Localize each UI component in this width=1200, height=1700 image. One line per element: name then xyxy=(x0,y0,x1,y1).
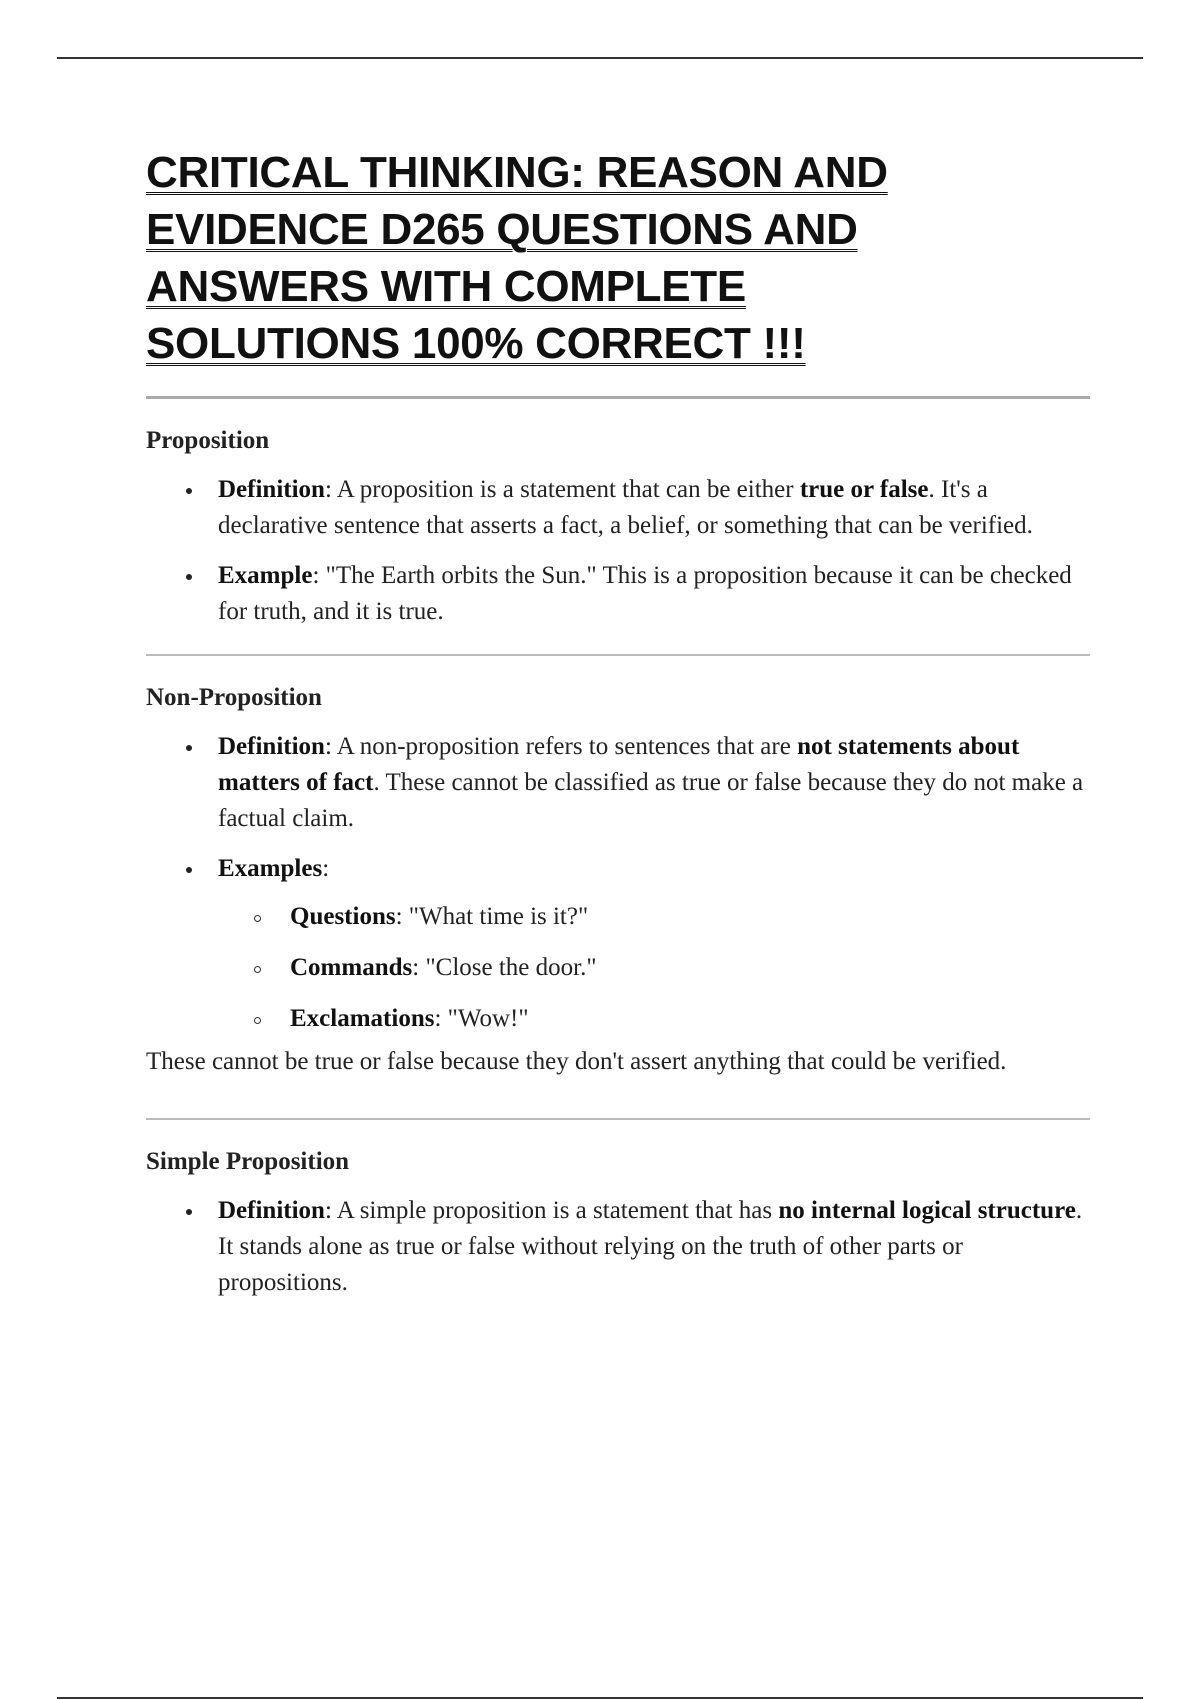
definition-text: . It's a declarative sentence that asserts a fact, a belief, or something that can be verified. xyxy=(218,476,1033,539)
title-line: SOLUTIONS 100% CORRECT !!! xyxy=(146,319,806,368)
section-heading: Proposition xyxy=(146,427,270,454)
term-label: Definition xyxy=(218,733,325,760)
example-text: : "What time is it?" xyxy=(395,903,589,930)
document-body xyxy=(146,144,1090,1315)
sub-list xyxy=(218,899,1090,1037)
section-divider xyxy=(146,1118,1090,1120)
title-divider xyxy=(146,396,1090,399)
definition-text: . These cannot be classified as true or false because they do not make a factual claim. xyxy=(218,769,1084,832)
sub-list-item xyxy=(218,1001,1090,1037)
list-item-examples xyxy=(146,851,1090,1037)
list-item-definition xyxy=(146,729,1090,837)
section-simple-proposition xyxy=(146,1145,1090,1301)
section-divider xyxy=(146,654,1090,656)
example-text: : "Close the door." xyxy=(412,954,597,981)
list-item-definition xyxy=(146,1193,1090,1301)
page-top-rule xyxy=(57,57,1143,59)
term-label: Exclamations xyxy=(290,1005,435,1032)
example-text: : "The Earth orbits the Sun." This is a proposition because it can be checked for truth, and it is true. xyxy=(218,562,1072,625)
section-heading: Simple Proposition xyxy=(146,1148,350,1175)
definition-text: : A simple proposition is a statement that has xyxy=(324,1197,779,1224)
term-label: Example xyxy=(218,562,313,589)
title-line: CRITICAL THINKING: REASON AND xyxy=(146,148,888,197)
definition-text: : A proposition is a statement that can be either xyxy=(324,476,800,503)
closing-paragraph: These cannot be true or false because they don't assert anything that could be verified. xyxy=(146,1048,1007,1075)
label-colon: : xyxy=(322,855,330,882)
title-line: EVIDENCE D265 QUESTIONS AND xyxy=(146,205,858,254)
term-label: Definition xyxy=(218,1197,325,1224)
definition-text: . It stands alone as true or false without relying on the truth of other parts or propositions. xyxy=(218,1197,1083,1296)
section-heading: Non-Proposition xyxy=(146,684,322,711)
term-label: Questions xyxy=(290,903,396,930)
example-text: : "Wow!" xyxy=(434,1005,529,1032)
sub-list-item xyxy=(218,950,1090,986)
sub-list-item xyxy=(218,899,1090,935)
title-line: ANSWERS WITH COMPLETE xyxy=(146,262,746,311)
page-bottom-rule xyxy=(57,1697,1143,1699)
bullet-list xyxy=(146,729,1090,1037)
emphasis-text: true or false xyxy=(799,476,929,503)
emphasis-text: not statements about matters of fact xyxy=(218,733,1020,796)
section-non-proposition xyxy=(146,681,1090,1080)
bullet-list xyxy=(146,472,1090,630)
list-item-definition xyxy=(146,472,1090,544)
list-item-example xyxy=(146,558,1090,630)
bullet-list xyxy=(146,1193,1090,1301)
section-proposition xyxy=(146,424,1090,630)
emphasis-text: no internal logical structure xyxy=(778,1197,1076,1224)
term-label: Examples xyxy=(218,855,323,882)
term-label: Commands xyxy=(290,954,413,981)
definition-text: : A non-proposition refers to sentences that are xyxy=(324,733,798,760)
document-title xyxy=(146,144,1090,372)
term-label: Definition xyxy=(218,476,325,503)
